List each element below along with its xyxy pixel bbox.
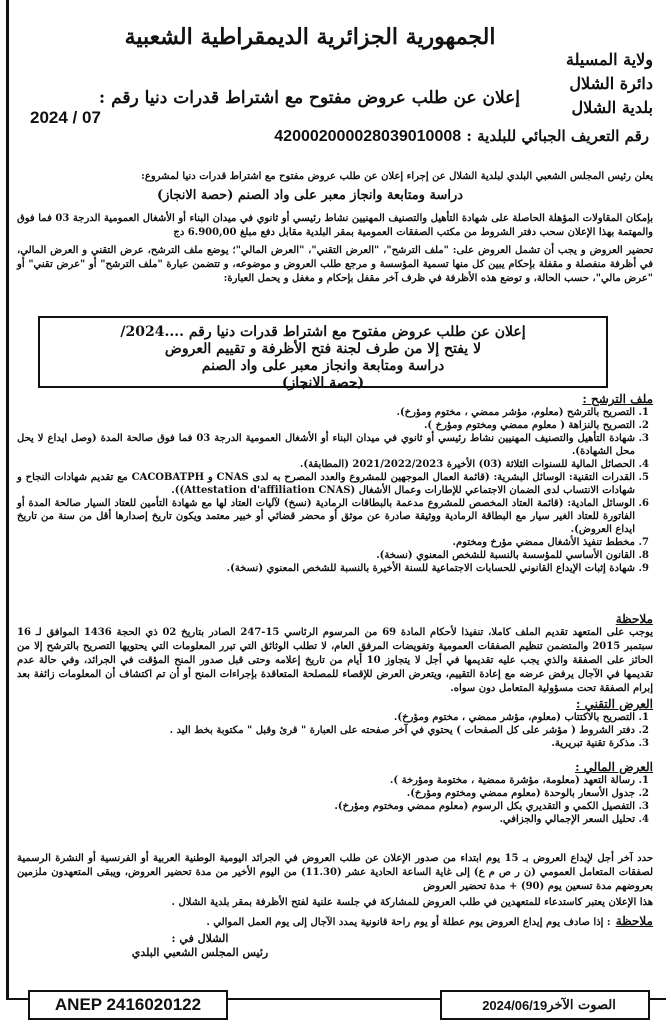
- issuing-authority: [513, 48, 653, 120]
- intro-paragraph: يعلن رئيس المجلس الشعبي البلدي لبلدية الشلال عن إجراء إعلان عن طلب عروض مفتوح مع اشتراط قدرات دنيا لمشروع:: [141, 171, 653, 182]
- tax-id-label: رقم التعريف الجبائي للبلدية :: [466, 127, 649, 145]
- list-item: 3. مذكرة تقنية تبريرية.: [17, 737, 635, 750]
- note-section-1: [17, 612, 653, 696]
- anep-reference: ANEP 2416020122: [28, 990, 228, 1020]
- daira: دائرة الشلال: [569, 74, 653, 93]
- signature-place: الشلال في :: [171, 932, 229, 945]
- envelope-line-3: دراسة ومتابعة وانجاز معبر على واد الصنم: [201, 358, 445, 374]
- list-item: 9. شهادة إثبات الإيداع القانوني للحسابات الاجتماعية للسنة الأخيرة بالنسبة للشخص المعنوي (نسخة).: [17, 562, 635, 575]
- candidacy-title: ملف الترشح :: [582, 392, 653, 406]
- note-text: : إذا صادف يوم إيداع العروض يوم عطلة أو يوم راحة قانونية يمدد الآجال إلى يوم العمل الموالي .: [206, 917, 611, 928]
- deadline-paragraph: حدد آخر أجل لإيداع العروض بـ 15 يوم ابتداء من صدور الإعلان عن طلب العروض في الجرائد اليومية الوطنية العربية أو الفرنسية أو النشرة الرسمية لصفقات المتعامل العمومي (ن ر ص م ع) إلى غاية الساعة الحادية عشر (11.30) من اليوم الأخير من مدة تحضير العروض، ويبقى المتعهدون ملزمين بعروضهم مدة تسعين يوم (90) + مدة تحضير العروض: [17, 853, 654, 892]
- wilaya: ولاية المسيلة: [566, 50, 653, 69]
- frame-border-left: [6, 0, 9, 1000]
- list-item: 1. التصريح بالترشح (معلوم، مؤشر ممضي ، مختوم ومؤرخ).: [17, 406, 635, 419]
- instructions-paragraph: تحضير العروض و يجب أن تشمل العروض على: "ملف الترشح"، "العرض التقني"، "العرض المالي"؛ يوضع ملف الترشح، عرض التقني و العرض المالي، في أظرفة منفصلة و مقفلة بإحكام يبين كل منها تسمية المؤسسة و مرجع طلب العروض و موضوعه، و تتضمن عبارة "ملف الترشح" أو "عرض تقني" أو "عرض مالي"، حسب الحالة، و توضع هذه الأظرفة في ظرف آخر مقفل بإحكام و مغفل و يحمل العبارة:: [17, 245, 653, 284]
- list-item: 3. التفصيل الكمي و التقديري بكل الرسوم (معلوم ممضي ومختوم ومؤرخ).: [17, 800, 635, 813]
- eligibility-paragraph: بإمكان المقاولات المؤهلة الحاصلة على شهادة التأهيل والتصنيف المهنيين نشاط رئيسي أو ثانوي في ميدان البناء أو الأشغال العمومية الدرجة 03 فما فوق والمهتمة بهذا الإعلان سحب دفتر الشروط من مكتب الصفقات العمومية بمقر البلدية مقابل دفع مبلغ 6.900,00 دج: [17, 213, 653, 238]
- list-item: 4. الحصائل المالية للسنوات الثلاثة (03) الأخيرة 2021/2022/2023 (المطابقة).: [17, 458, 635, 471]
- publication-name: الصوت الآخر: [547, 997, 616, 1013]
- technical-offer-title: العرض التقني :: [576, 697, 653, 711]
- note-title: ملاحظة: [615, 914, 653, 928]
- announcement-heading: [30, 88, 520, 128]
- candidacy-list: [17, 406, 653, 575]
- list-item: 4. تحليل السعر الإجمالي والجزافي.: [17, 813, 635, 826]
- candidacy-section: [17, 392, 653, 575]
- announcement-text: إعلان عن طلب عروض مفتوح مع اشتراط قدرات دنيا رقم :: [98, 88, 520, 108]
- note-text: يوجب على المتعهد تقديم الملف كاملا، تنفيذا لأحكام المادة 69 من المرسوم الرئاسي 15-247 الصادر بتاريخ 02 ذي الحجة 1436 الموافق لـ 16 سبتمبر 2015 والمتضمن تنظيم الصفقات العمومية وتفويضات المرفق العام، لا تطلب الوثائق التي تبرر المعلومات التي يحتويها التصريح بالترشح إلا من الحائز على الصفقة والذي يجب عليه تقديمها في أجل لا يتجاوز 10 أيام من تاريخ إعلامه وحتى قبل صدور المنح المؤقت في الجرائد، وفي حالة عدم تقديمها في الآجال يرفض عرضه مع إعادة التقييم، ويتعرض العرض للإقصاء للمصلحة المتعاقدة بإجراءات المنح أو أن تم اكتشاف أن المعلومات زائفة بعد إبرام الصفقة تحت مسؤولية المتعامل دون سواه.: [17, 627, 653, 694]
- envelope-line-1: إعلان عن طلب عروض مفتوح مع اشتراط قدرات دنيا رقم ....2024/: [120, 324, 526, 340]
- list-item: 1. رسالة التعهد (معلومة، مؤشرة ممضية ، مختومة ومؤرخة ).: [17, 774, 635, 787]
- list-item: 2. جدول الأسعار بالوحدة (معلوم ممضي ومختوم ومؤرخ).: [17, 787, 635, 800]
- envelope-label-box: [38, 316, 608, 391]
- commune: بلدية الشلال: [571, 98, 653, 117]
- financial-offer-section: [17, 760, 653, 826]
- envelope-line-4: (حصة الانجاز): [281, 375, 365, 391]
- technical-offer-list: [17, 711, 653, 750]
- financial-offer-list: [17, 774, 653, 826]
- list-item: 8. القانون الأساسي للمؤسسة بالنسبة للشخص المعنوي (نسخة).: [17, 549, 635, 562]
- list-item: 2. التصريح بالنزاهة ( معلوم ممضي ومختوم ومؤرخ ).: [17, 419, 635, 432]
- signature-block: [130, 932, 270, 960]
- signature-title: رئيس المجلس الشعبي البلدي: [131, 946, 269, 959]
- publication-footer: [440, 990, 650, 1020]
- technical-offer-section: [17, 697, 653, 750]
- opening-paragraph: هذا الإعلان يعتبر كاستدعاء للمتعهدين في طلب العروض للمشاركة في جلسة علنية لفتح الأظرفة بمقر بلدية الشلال .: [171, 897, 653, 908]
- republic-title: الجمهورية الجزائرية الديمقراطية الشعبية: [124, 24, 496, 50]
- list-item: 7. مخطط تنفيذ الأشغال ممضي مؤرخ ومختوم.: [17, 536, 635, 549]
- list-item: 5. القدرات التقنية: الوسائل البشرية: (قائمة العمال الموجهين للمشروع والعدد المصرح به لدى CNAS و CACOBATPH مع تقديم شهادات النجاح و شهادات الانتساب لدى الضمان الاجتماعي للإطارات وعمال الأشغال (Attestation d'affiliation CNAS)).: [17, 471, 635, 497]
- list-item: 3. شهادة التأهيل والتصنيف المهنيين نشاط رئيسي أو ثانوي في ميدان البناء أو الأشغال العمومية الدرجة 03 فما فوق صالحة المدة (وصل ايداع لا يحل محل الشهادة).: [17, 432, 635, 458]
- announcement-number: 2024 / 07: [30, 108, 101, 127]
- financial-offer-title: العرض المالي :: [575, 760, 653, 774]
- tax-id: [274, 127, 649, 146]
- list-item: 6. الوسائل المادية: (قائمة العتاد المخصص للمشروع مدعمة بالبطاقات الرمادية (نسخ) لآليات العتاد لها مع شهادة التأمين للعتاد السيار صالحة المدة أو الفاتورة للعتاد الغير سيار مع البطاقة الرمادية ووثيقة صادرة عن موثق أو محضر قضائي أو خبير معتمد ويكون تاريخ إصدارها أقل من سنة من تاريخ ايداع العروض).: [17, 497, 635, 536]
- publication-date: 2024/06/19: [482, 997, 548, 1013]
- note-section-2: [17, 910, 653, 930]
- note-title: ملاحظة: [615, 612, 653, 626]
- project-title: دراسة ومتابعة وانجاز معبر على واد الصنم (حصة الانجاز): [156, 188, 464, 203]
- tax-id-value: 420002000028039010008: [274, 128, 462, 145]
- list-item: 1. التصريح بالاكتتاب (معلوم، مؤشر ممضي ، مختوم ومؤرخ).: [17, 711, 635, 724]
- list-item: 2. دفتر الشروط ( مؤشر على كل الصفحات ) يحتوي في آخر صفحته على العبارة " قرئ وقبل " مكتوبة بخط اليد .: [17, 724, 635, 737]
- envelope-line-2: لا يفتح إلا من طرف لجنة فتح الأظرفة و تقييم العروض: [164, 341, 482, 357]
